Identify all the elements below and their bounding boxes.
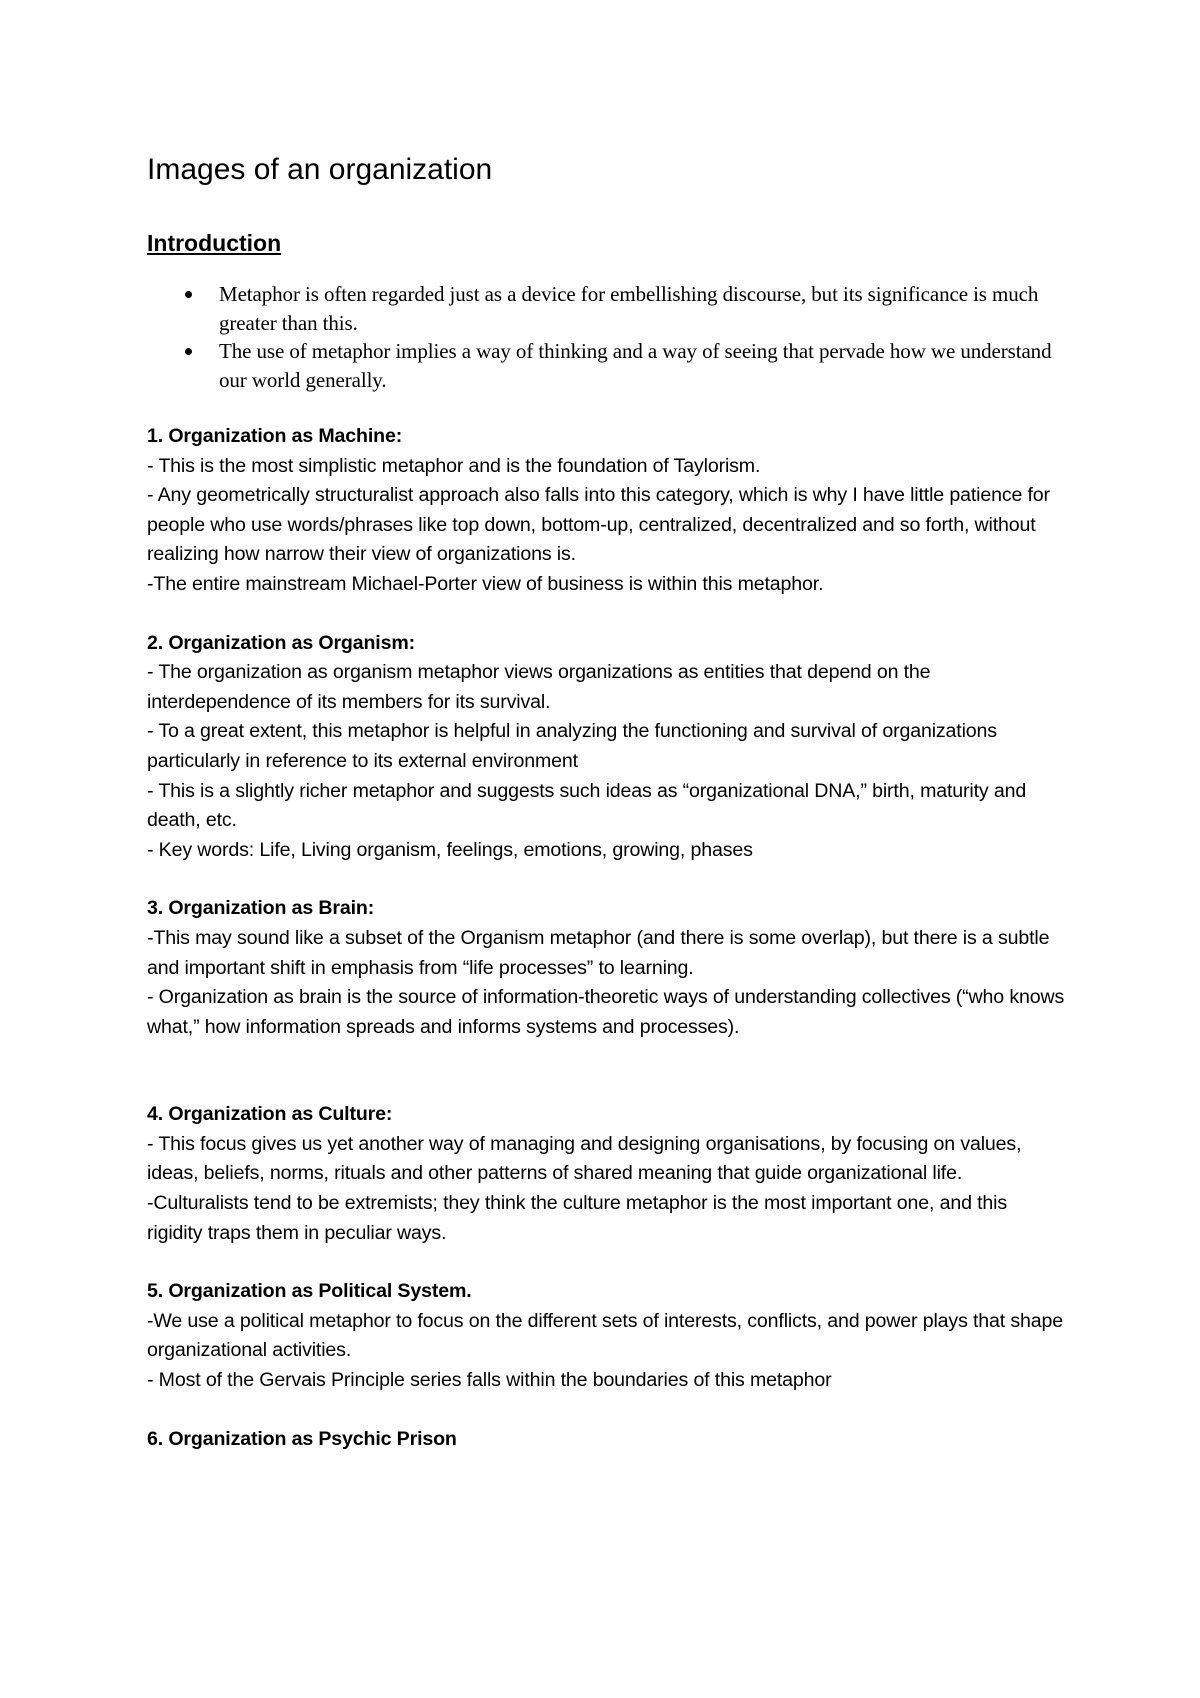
section-line: - This is the most simplistic metaphor and is the foundation of Taylorism.	[147, 454, 761, 477]
section-line: -This may sound like a subset of the Organism metaphor (and there is some overlap), but there is a subtle and important shift in emphasis from “life processes” to learning.	[147, 926, 1050, 979]
section-machine	[147, 422, 1067, 600]
document-title: Images of an organization	[147, 153, 493, 186]
section-line: -The entire mainstream Michael-Porter view of business is within this metaphor.	[147, 572, 824, 595]
section-line: - This focus gives us yet another way of managing and designing organisations, by focusing on values, ideas, beliefs, norms, rituals and other patterns of shared meaning that guide organizational life.	[147, 1132, 1022, 1185]
section-psychic-prison	[147, 1425, 1067, 1455]
bullet-item	[147, 280, 1067, 337]
section-heading: 2. Organization as Organism:	[147, 631, 415, 654]
section-heading: 5. Organization as Political System.	[147, 1280, 472, 1303]
section-culture	[147, 1100, 1067, 1248]
bullet-dot-icon	[185, 348, 192, 355]
section-line: - Key words: Life, Living organism, feelings, emotions, growing, phases	[147, 838, 753, 861]
section-brain	[147, 894, 1067, 1042]
section-line: - The organization as organism metaphor views organizations as entities that depend on the interdependence of its members for its survival.	[147, 661, 931, 713]
section-line: - Any geometrically structuralist approach also falls into this category, which is why I have little patience for people who use words/phrases like top down, bottom-up, centralized, decentralized and so forth, without realizing how narrow their view of organizations is.	[147, 484, 1050, 566]
section-heading: 4. Organization as Culture:	[147, 1103, 393, 1126]
bullet-text: Metaphor is often regarded just as a device for embellishing discourse, but its significance is much greater than this.	[219, 282, 1039, 335]
section-heading: 3. Organization as Brain:	[147, 897, 375, 920]
section-line: -Culturalists tend to be extremists; they think the culture metaphor is the most important one, and this rigidity traps them in peculiar ways.	[147, 1192, 1008, 1244]
introduction-heading: Introduction	[147, 230, 282, 256]
section-political-system	[147, 1277, 1067, 1395]
section-line: - This is a slightly richer metaphor and suggests such ideas as “organizational DNA,” birth, maturity and death, etc.	[147, 779, 1027, 832]
section-line: - To a great extent, this metaphor is helpful in analyzing the functioning and survival of organizations particularly in reference to its external environment	[147, 720, 997, 772]
introduction-bullet-list	[147, 280, 1067, 394]
document-body	[147, 150, 1067, 1454]
section-line: - Organization as brain is the source of information-theoretic ways of understanding collectives (“who knows what,” how information spreads and informs systems and processes).	[147, 986, 1065, 1038]
section-organism	[147, 629, 1067, 866]
bullet-text: The use of metaphor implies a way of thinking and a way of seeing that pervade how we understand our world generally.	[219, 339, 1052, 392]
section-heading: 1. Organization as Machine:	[147, 425, 403, 447]
bullet-item	[147, 337, 1067, 394]
section-line: - Most of the Gervais Principle series falls within the boundaries of this metaphor	[147, 1369, 832, 1392]
section-heading: 6. Organization as Psychic Prison	[147, 1427, 457, 1450]
bullet-dot-icon	[185, 291, 192, 298]
section-line: -We use a political metaphor to focus on the different sets of interests, conflicts, and power plays that shape organizational activities.	[147, 1309, 1064, 1362]
